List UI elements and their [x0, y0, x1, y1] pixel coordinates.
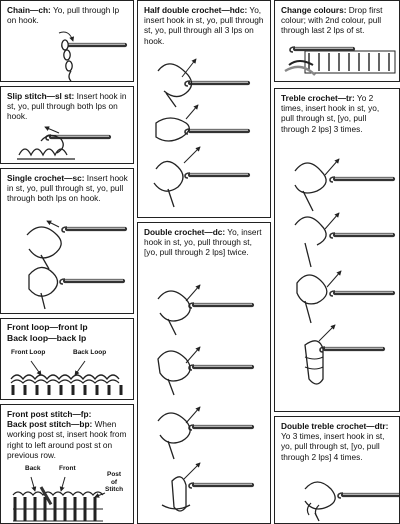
change-text [281, 5, 394, 36]
dtr-box [274, 416, 400, 524]
slip-desc: Insert hook in st, yo, pull through both lps on hook. [7, 91, 127, 122]
front-loop-label: Front Loop [11, 349, 46, 356]
single-term: Single crochet—sc: [7, 173, 85, 183]
post-term2: Back post stitch—bp: [7, 419, 93, 430]
single-illustration [1, 215, 134, 314]
slip-box [0, 86, 134, 164]
post-front-label: Front [59, 465, 76, 472]
post-illustration [1, 475, 134, 524]
loops-line1: Front loop—front lp [7, 322, 88, 332]
slip-text [7, 91, 128, 122]
hdc-text [144, 5, 265, 46]
post-label-1: Post [106, 471, 122, 478]
dc-term: Double crochet—dc: [144, 227, 226, 237]
change-term: Change colours: [281, 5, 347, 15]
change-desc: Drop first colour; with 2nd colour, pull through last 2 lps of st. [281, 5, 383, 36]
chain-text [7, 5, 128, 25]
loops-line2: Back loop—back lp [7, 333, 87, 343]
dtr-desc: Yo 3 times, insert hook in st, yo, pull through st, [yo, pull through 2 lps] 4 times. [281, 431, 385, 462]
post-term1: Front post stitch—fp: [7, 409, 92, 419]
slip-illustration [1, 123, 134, 164]
back-loop-label: Back Loop [73, 349, 107, 356]
treble-illustration [275, 151, 400, 411]
post-label-3: Stitch [105, 486, 124, 493]
post-back-label: Back [25, 465, 41, 472]
post-box [0, 404, 134, 524]
post-label-2: of [110, 478, 118, 486]
hdc-desc: Yo, insert hook in st, yo, pull through st, yo, pull through all 3 lps on hook. [144, 5, 264, 46]
change-box [274, 0, 400, 82]
post-desc: When working post st, insert hook from right to left around post st on previous row. [7, 419, 127, 460]
single-box [0, 168, 134, 314]
treble-text [281, 93, 394, 134]
hdc-illustration [138, 49, 271, 218]
dtr-text [281, 421, 394, 462]
dc-text [144, 227, 265, 258]
single-text [7, 173, 128, 204]
chain-desc: Yo, pull through lp on hook. [7, 5, 120, 26]
single-desc: Insert hook in st, yo, pull through st, yo, pull through both lps on hook. [7, 173, 128, 204]
dc-box [137, 222, 271, 524]
chain-illustration [1, 25, 134, 82]
dc-desc: Yo, insert hook in st, yo, pull through st, [yo, pull through 2 lps] twice. [144, 227, 262, 258]
post-text [7, 409, 128, 460]
chain-term: Chain—ch: [7, 5, 51, 15]
treble-box [274, 88, 400, 412]
hdc-term: Half double crochet—hdc: [144, 5, 248, 15]
dtr-term: Double treble crochet—dtr: [281, 421, 389, 431]
loops-box [0, 318, 134, 400]
change-illustration [275, 41, 400, 81]
dtr-illustration [275, 473, 400, 523]
loops-illustration [1, 357, 134, 400]
chain-box [0, 0, 134, 82]
dc-illustration [138, 275, 271, 524]
treble-term: Treble crochet—tr: [281, 93, 355, 103]
treble-desc: Yo 2 times, insert hook in st, yo, pull through st, [yo, pull through 2 lps] 3 times. [281, 93, 380, 134]
hdc-box [137, 0, 271, 218]
slip-term: Slip stitch—sl st: [7, 91, 75, 101]
